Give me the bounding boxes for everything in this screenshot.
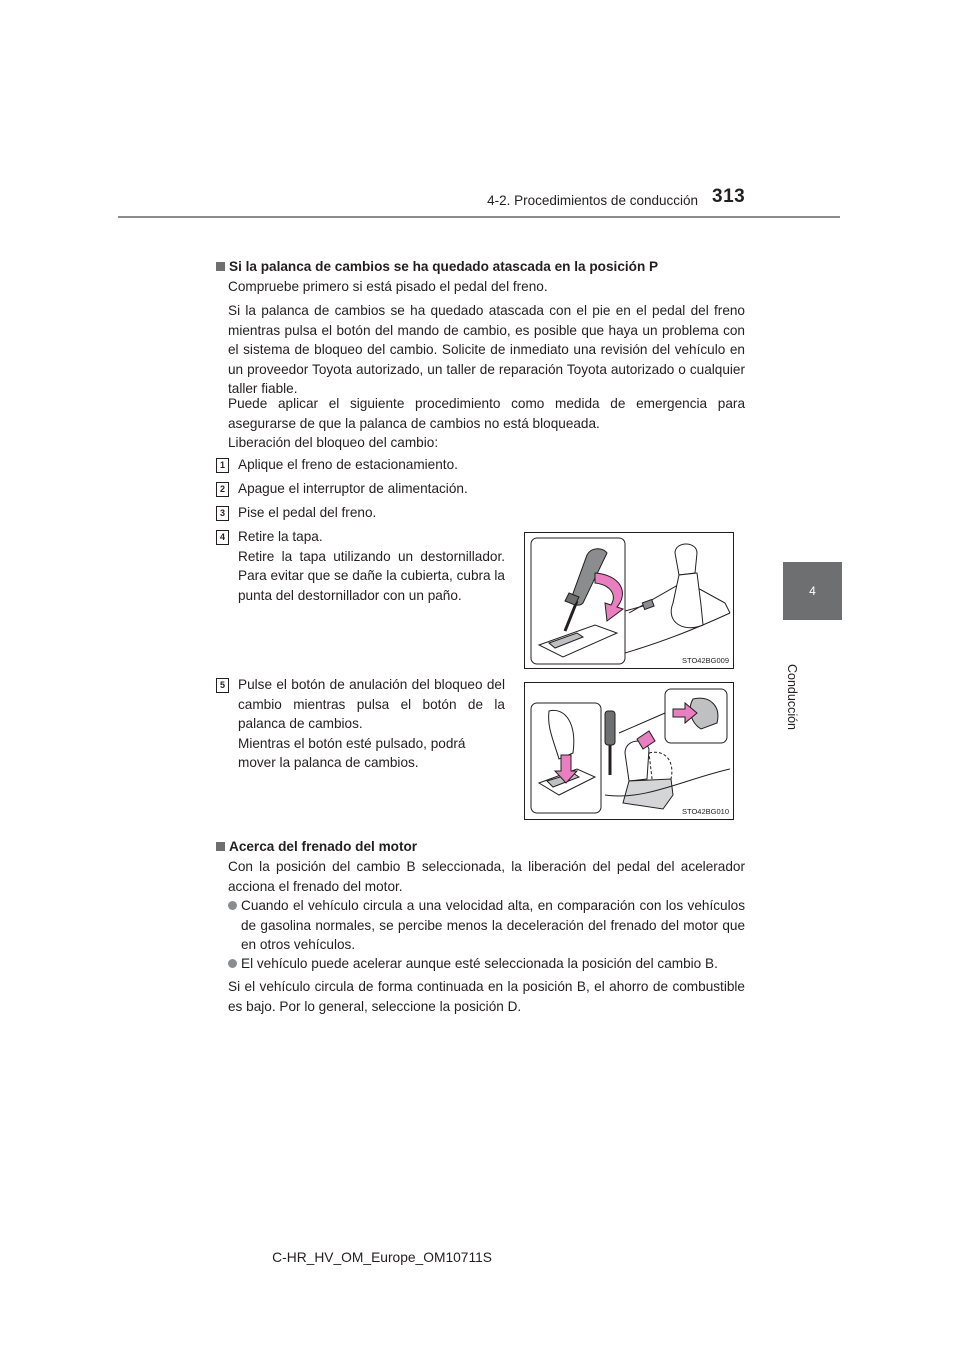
chapter-tab xyxy=(783,562,842,620)
paragraph: Compruebe primero si está pisado el pedal del freno. xyxy=(228,279,548,294)
chapter-title: Conducción xyxy=(785,663,799,730)
step-number: 3 xyxy=(216,506,229,521)
step-number: 1 xyxy=(216,458,229,473)
section-title: 4-2. Procedimientos de conducción xyxy=(487,193,698,208)
step-line: Retire la tapa utilizando un destornillador. Para evitar que se dañe la cubierta, cubra la punta del destornillador con un paño. xyxy=(238,548,505,603)
bullet-item: Cuando el vehículo circula a una velocidad alta, en comparación con los vehículos de gasolina normales, se percibe menos la deceleración del frenado del motor que en otros vehículos. xyxy=(241,896,745,955)
step-text: Aplique el freno de estacionamiento. xyxy=(238,457,458,472)
step-line: Retire la tapa. xyxy=(238,529,323,544)
document-id: C-HR_HV_OM_Europe_OM10711S xyxy=(272,1250,492,1265)
step-text: Apague el interruptor de alimentación. xyxy=(238,481,468,496)
paragraph: Si la palanca de cambios se ha quedado atascada con el pie en el pedal del freno mientras pulsa el botón del mando de cambio, es posible que haya un problema con el sistema de bloqueo del cambio. Solicite de inmediato una revisión del vehículo en un proveedor Toyota autorizado, un taller de reparación Toyota autorizado o cualquier taller fiable. xyxy=(228,303,745,396)
paragraph: Con la posición del cambio B seleccionada, la liberación del pedal del acelerador acciona el frenado del motor. xyxy=(228,859,745,894)
chapter-number: 4 xyxy=(809,584,816,598)
figure-art xyxy=(525,683,733,819)
step-line: Mientras el botón esté pulsado, podrá mover la palanca de cambios. xyxy=(238,735,466,770)
chapter-label xyxy=(782,630,804,770)
step-text xyxy=(238,527,505,605)
page-number: 313 xyxy=(712,186,746,207)
step-text: Pise el pedal del freno. xyxy=(238,505,377,520)
section-heading: Si la palanca de cambios se ha quedado atascada en la posición P xyxy=(216,257,745,277)
paragraph: Puede aplicar el siguiente procedimiento como medida de emergencia para asegurarse de que la palanca de cambios no está bloqueada. xyxy=(228,396,745,431)
paragraph: Si el vehículo circula de forma continuada en la posición B, el ahorro de combustible es bajo. Por lo general, seleccione la posición D. xyxy=(228,979,745,1014)
step-number: 5 xyxy=(216,678,229,693)
square-bullet-icon xyxy=(216,262,225,271)
illustration-remove-cover xyxy=(524,532,734,669)
step-text xyxy=(238,675,505,773)
bullet-item: El vehículo puede acelerar aunque esté seleccionada la posición del cambio B. xyxy=(241,954,745,974)
step-line: Pulse el botón de anulación del bloqueo del cambio mientras pulsa el botón de la palanca de cambios. xyxy=(238,677,505,731)
header-rule xyxy=(118,216,840,218)
section-heading: Acerca del frenado del motor xyxy=(216,837,745,857)
figure-code: STO42BG009 xyxy=(682,656,729,665)
step-number: 4 xyxy=(216,530,229,545)
paragraph: Liberación del bloqueo del cambio: xyxy=(228,435,439,450)
square-bullet-icon xyxy=(216,842,225,851)
bullet-dot-icon xyxy=(228,959,237,968)
illustration-shift-lock-override xyxy=(524,682,734,820)
figure-art xyxy=(525,533,733,668)
step-number: 2 xyxy=(216,482,229,497)
bullet-dot-icon xyxy=(228,901,237,910)
figure-code: STO42BG010 xyxy=(682,807,729,816)
